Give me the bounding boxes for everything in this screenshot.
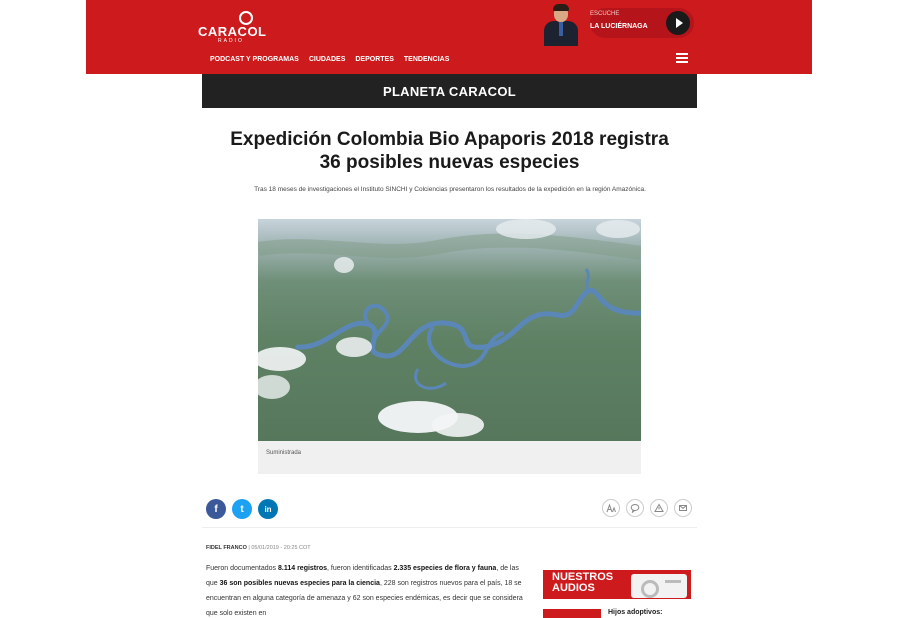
- amazon-river-photo: [258, 219, 641, 441]
- sidebar-thumbnail[interactable]: [543, 609, 601, 618]
- article-lead: Tras 18 meses de investigaciones el Instituto SINCHI y Colciencias presentaron los resultados de la expedición en la región Amazónica.: [254, 186, 646, 193]
- nav-ciudades[interactable]: CIUDADES: [308, 56, 346, 63]
- mail-icon[interactable]: [674, 499, 692, 517]
- article-figure: [258, 219, 641, 474]
- comment-icon[interactable]: [626, 499, 644, 517]
- nav-deportes[interactable]: DEPORTES: [355, 56, 394, 63]
- publish-date: 05/01/2019 - 20:25 COT: [251, 545, 311, 551]
- logo-name: CARACOL: [198, 24, 267, 39]
- twitter-share-icon[interactable]: t: [232, 499, 252, 519]
- text-size-icon[interactable]: [602, 499, 620, 517]
- sidebar-item-title[interactable]: Hijos adoptivos:: [608, 609, 663, 616]
- logo-sub: RADIO: [218, 38, 244, 44]
- listen-program: LA LUCIÉRNAGA: [590, 23, 648, 30]
- alert-icon[interactable]: [650, 499, 668, 517]
- site-header: [86, 0, 812, 74]
- logo-ring-icon: [239, 11, 253, 25]
- section-title[interactable]: PLANETA CARACOL: [382, 83, 517, 99]
- play-icon[interactable]: [666, 11, 690, 35]
- caracol-logo[interactable]: [198, 14, 267, 44]
- article-tools: [602, 499, 692, 517]
- article-byline: FIDEL FRANCO | 05/01/2019 - 20:25 COT: [206, 545, 311, 551]
- radio-device-icon: [631, 574, 687, 598]
- audios-promo[interactable]: [543, 570, 691, 599]
- audios-promo-title: NUESTROS AUDIOS: [552, 571, 614, 594]
- host-photo[interactable]: [542, 4, 580, 46]
- linkedin-share-icon[interactable]: in: [258, 499, 278, 519]
- photo-caption: Suministrada: [266, 450, 302, 456]
- author-name[interactable]: FIDEL FRANCO: [206, 545, 247, 551]
- article-body: Fueron documentados 8.114 registros, fueron identificadas 2.335 especies de flora y fauna, de las que 36 son posibles nuevas especies para la ciencia, 228 son registros nuevos para el país, 18 se encuentran en alguna categoría de amenaza y 62 son especies endémicas, es decir que se considera que solo existen en: [206, 565, 523, 617]
- article-headline: Expedición Colombia Bio Apaporis 2018 registra 36 posibles nuevas especies: [230, 129, 669, 173]
- share-divider: [202, 527, 697, 528]
- share-buttons: [206, 499, 278, 519]
- main-nav: [210, 56, 449, 63]
- listen-label: ESCUCHE: [590, 11, 620, 17]
- nav-tendencias[interactable]: TENDENCIAS: [403, 56, 450, 63]
- section-bar: [202, 74, 697, 108]
- nav-podcast[interactable]: PODCAST Y PROGRAMAS: [210, 56, 299, 63]
- live-player[interactable]: [590, 8, 694, 38]
- hamburger-menu-icon[interactable]: [676, 53, 688, 63]
- facebook-share-icon[interactable]: f: [206, 499, 226, 519]
